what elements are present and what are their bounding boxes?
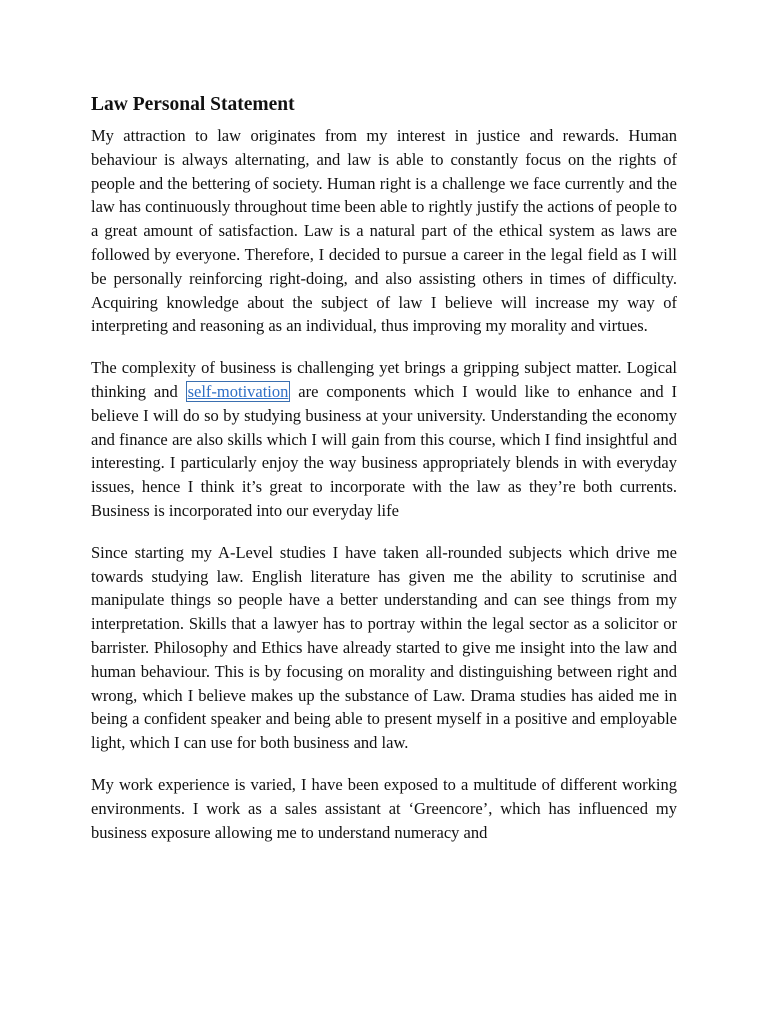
paragraph-business-text-before: The complexity of business is challenging yet brings a gripping subject matter. Logical thinking and <box>91 358 677 401</box>
paragraph-motivation: My attraction to law originates from my interest in justice and rewards. Human behaviour is always alternating, and law is able to constantly focus on the rights of people and the bettering of society. Human right is a challenge we face currently and the law has continuously throughout time been able to rightly justify the actions of people to a great amount of satisfaction. Law is a natural part of the ethical system as laws are followed by everyone. Therefore, I decided to pursue a career in the legal field as I will be personally reinforcing right-doing, and also assisting others in times of difficulty. Acquiring knowledge about the subject of law I believe will increase my way of interpreting and reasoning as an individual, thus improving my morality and virtues. <box>91 126 677 336</box>
paragraph-business <box>91 356 677 523</box>
paragraph-work-experience: My work experience is varied, I have been exposed to a multitude of different working environments. I work as a sales assistant at ‘Greencore’, which has influenced my business exposure allowing me to understand numeracy and <box>91 774 677 842</box>
document-title: Law Personal Statement <box>91 94 295 115</box>
paragraph-business-text-after: are components which I would like to enhance and I believe I will do so by studying business at your university. Understanding the economy and finance are also skills which I will gain from this course, which I find insightful and interesting. I particularly enjoy the way business appropriately blends in with everyday issues, hence I think it’s great to incorporate with the law as they’re both currents. Business is incorporated into our everyday life <box>91 381 678 520</box>
paragraph-a-level: Since starting my A-Level studies I have taken all-rounded subjects which drive me towards studying law. English literature has given me the ability to scrutinise and manipulate things so people have a better understanding and can see things from my interpretation. Skills that a lawyer has to portray within the legal sector as a solicitor or barrister. Philosophy and Ethics have already started to give me insight into the law and human behaviour. This is by focusing on morality and distinguishing between right and wrong, which I believe makes up the substance of Law. Drama studies has aided me in being a confident speaker and being able to present myself in a positive and employable light, which I can use for both business and law. <box>91 542 677 753</box>
self-motivation-link[interactable]: self-motivation <box>187 381 289 401</box>
document-page <box>91 92 677 862</box>
